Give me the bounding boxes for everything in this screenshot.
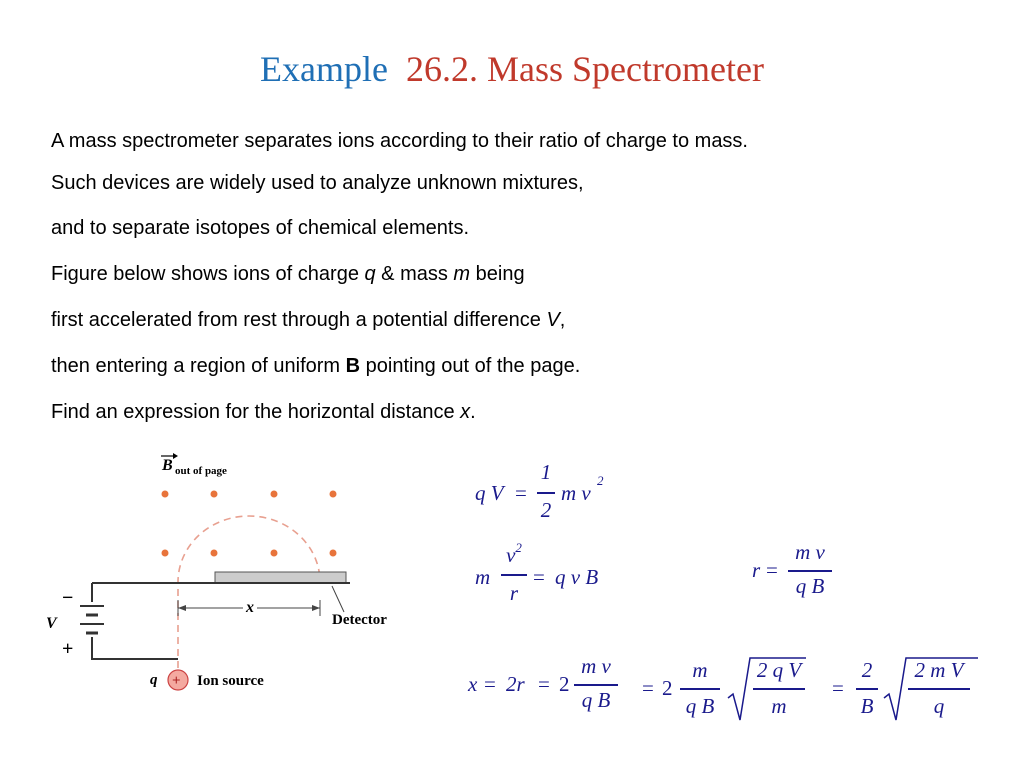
- paragraph-5: [51, 308, 565, 332]
- eq3-fraction-bar: [788, 570, 832, 572]
- voltage-label: V: [46, 615, 57, 632]
- eq4-f1-denominator: q B: [581, 688, 611, 712]
- eq4-r2-numerator: 2 m V: [914, 658, 964, 682]
- p4-text-c: being: [470, 263, 525, 285]
- eq1-fraction-bar: [537, 492, 555, 494]
- title-main: 26.2. Mass Spectrometer: [406, 49, 764, 89]
- eq4-r2-bar: [908, 688, 970, 690]
- field-dot: [330, 491, 337, 498]
- eq2-equals: =: [533, 565, 545, 589]
- eq2-num-exp: 2: [515, 540, 522, 555]
- eq4-f3-denominator: B: [860, 694, 874, 718]
- x-label: x: [246, 599, 254, 616]
- eq3-denominator: q B: [795, 574, 825, 598]
- p4-text-a: Figure below shows ions of charge: [51, 263, 365, 285]
- eq4-r1-numerator: 2 q V: [756, 658, 802, 682]
- p5-text-a: first accelerated from rest through a potential difference: [51, 309, 547, 331]
- eq4-mid: 2r: [506, 672, 525, 696]
- eq2-numerator: [501, 540, 527, 568]
- eq4-r1-denominator: m: [771, 694, 787, 718]
- circuit-wire-bottom: [92, 637, 178, 659]
- p6-text-b: pointing out of the page.: [360, 355, 581, 377]
- eq4-f2-denominator: q B: [685, 694, 715, 718]
- p4-text-b: & mass: [375, 263, 454, 285]
- p6-text-a: then entering a region of uniform: [51, 355, 346, 377]
- p4-mass-symbol: m: [453, 263, 471, 285]
- eq1-rhs: m v: [561, 481, 591, 505]
- equation-force: [475, 540, 635, 607]
- ion-charge-label: q: [150, 672, 158, 688]
- eq4-equals-4: =: [832, 676, 844, 700]
- eq2-lead: m: [475, 565, 491, 589]
- b-vector-arrowhead: [173, 453, 178, 459]
- eq4-equals-2: =: [538, 672, 550, 696]
- eq2-num-v: v: [506, 543, 516, 567]
- paragraph-2: Such devices are widely used to analyze unknown mixtures,: [51, 172, 584, 194]
- field-dots: [162, 491, 337, 557]
- eq4-f2-numerator: m: [692, 658, 708, 682]
- paragraph-3: and to separate isotopes of chemical elements.: [51, 217, 470, 239]
- eq1-denominator: 2: [540, 498, 552, 522]
- b-field-subscript: out of page: [175, 465, 227, 477]
- field-dot: [162, 550, 169, 557]
- paragraph-7: [51, 400, 476, 424]
- p7-text-a: Find an expression for the horizontal distance: [51, 401, 461, 423]
- x-dim-arrow-left: [178, 605, 186, 611]
- eq2-fraction-bar: [501, 574, 527, 576]
- detector-pointer: [332, 586, 344, 612]
- plus-sign: +: [62, 638, 74, 660]
- eq3-numerator: m v: [795, 540, 825, 564]
- p4-charge-symbol: q: [364, 263, 376, 285]
- eq4-r1-bar: [753, 688, 805, 690]
- field-dot: [162, 491, 169, 498]
- paragraph-1: A mass spectrometer separates ions according to their ratio of charge to mass.: [51, 130, 748, 152]
- ion-source-label: Ion source: [197, 673, 264, 689]
- eq4-f1-numerator: m v: [581, 654, 611, 678]
- eq4-equals-3: =: [642, 676, 654, 700]
- eq1-lhs: q V: [475, 481, 504, 505]
- eq1-numerator: 1: [540, 460, 552, 484]
- eq4-equals-1: =: [484, 672, 496, 696]
- eq3-lhs: r: [752, 558, 761, 582]
- ion-plus-sign: +: [172, 673, 181, 689]
- p5-text-b: ,: [559, 309, 566, 331]
- eq1-exponent: 2: [597, 473, 604, 488]
- p5-voltage-symbol: V: [546, 309, 560, 331]
- eq3-equals: =: [766, 558, 778, 582]
- eq2-rhs: q v B: [555, 565, 599, 589]
- equation-radius: [750, 540, 860, 602]
- p7-distance-symbol: x: [460, 401, 471, 423]
- field-dot: [330, 550, 337, 557]
- b-field-label: B: [162, 457, 173, 474]
- field-dot: [271, 491, 278, 498]
- eq4-r2-denominator: q: [933, 694, 945, 718]
- field-dot: [271, 550, 278, 557]
- minus-sign: −: [62, 587, 74, 609]
- page-title: [0, 48, 1024, 90]
- detector-label: Detector: [332, 612, 387, 628]
- eq4-coef-1: 2: [559, 672, 570, 696]
- paragraph-6: [51, 354, 580, 378]
- eq4-coef-2: 2: [662, 676, 673, 700]
- field-dot: [211, 550, 218, 557]
- p7-text-b: .: [470, 401, 476, 423]
- field-dot: [211, 491, 218, 498]
- eq4-f1-bar: [574, 684, 618, 686]
- eq4-f3-bar: [856, 688, 878, 690]
- paragraph-4: [51, 262, 525, 286]
- equation-energy: [475, 460, 625, 530]
- eq1-equals: =: [515, 481, 527, 505]
- eq4-f3-numerator: 2: [861, 658, 873, 682]
- detector-plate: [215, 572, 346, 583]
- eq2-denominator: r: [509, 581, 519, 605]
- eq4-f2-bar: [680, 688, 720, 690]
- mass-spectrometer-diagram: [40, 452, 420, 702]
- p6-field-symbol: B: [345, 355, 361, 377]
- equation-distance: [468, 650, 988, 730]
- eq4-lhs: x: [468, 672, 478, 696]
- x-dim-arrow-right: [312, 605, 320, 611]
- title-prefix: Example: [260, 49, 388, 89]
